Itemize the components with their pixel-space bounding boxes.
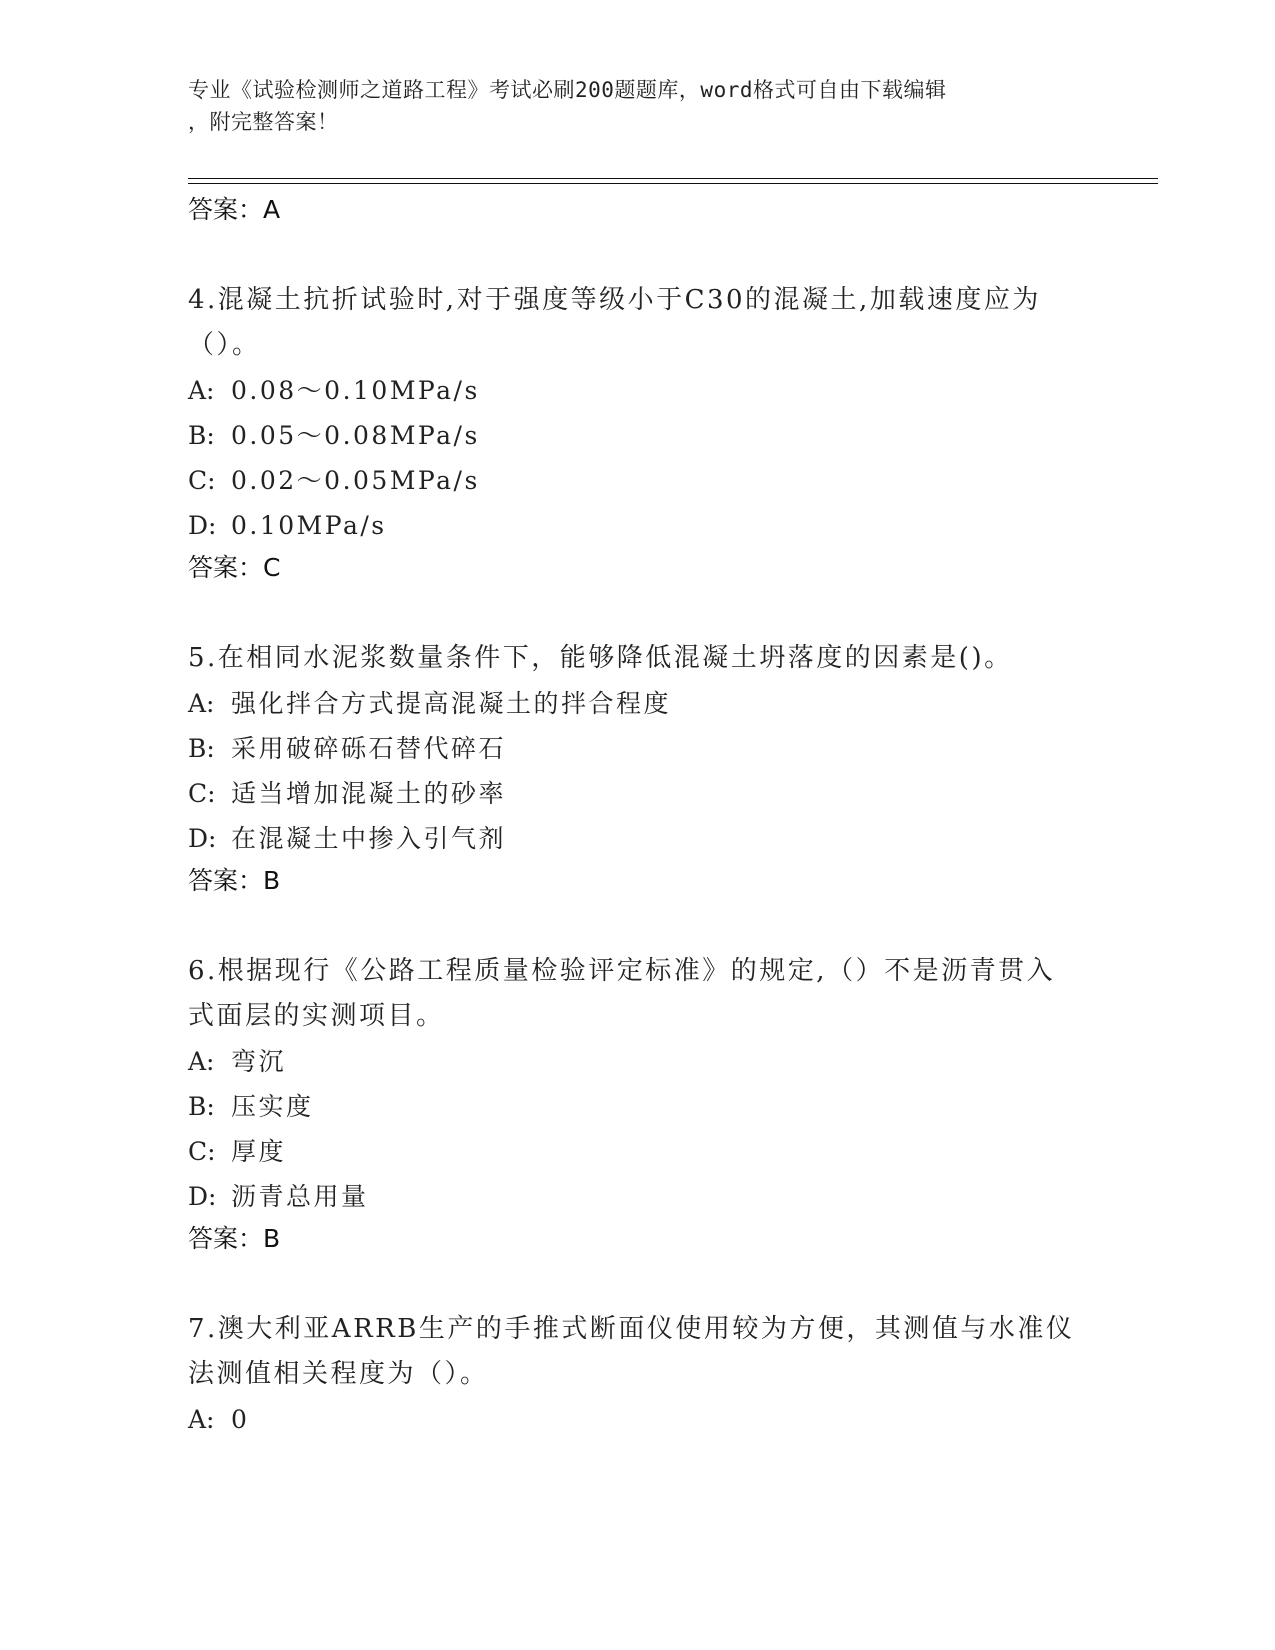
question-stem [188, 636, 1088, 681]
option-key: A: [188, 1405, 215, 1434]
option-key: B: [188, 421, 215, 450]
spacer [188, 1259, 1088, 1307]
option-b [188, 1084, 1088, 1129]
question-stem [188, 278, 1088, 368]
answer-label: 答案：B [188, 866, 281, 895]
option-text: 0.02～0.05MPa/s [231, 466, 480, 495]
option-key: C: [188, 779, 216, 808]
option-text: 采用破碎砾石替代碎石 [231, 734, 507, 763]
question-block [188, 278, 1088, 588]
page-header [188, 74, 1068, 138]
header-line-1: 专业《试验检测师之道路工程》考试必刷200题题库，word格式可自由下载编辑 [188, 78, 947, 102]
option-d [188, 1174, 1088, 1219]
answer-label: 答案：C [188, 553, 281, 582]
option-text: 强化拌合方式提高混凝土的拌合程度 [231, 689, 672, 718]
option-a [188, 1039, 1088, 1084]
question-line: 6.根据现行《公路工程质量检验评定标准》的规定,（）不是沥青贯入 [188, 956, 1056, 986]
option-b [188, 726, 1088, 771]
option-key: C: [188, 466, 216, 495]
spacer [188, 901, 1088, 949]
header-line-2: ，附完整答案！ [188, 110, 339, 134]
option-c [188, 1129, 1088, 1174]
option-text: 0 [231, 1405, 250, 1434]
option-text: 弯沉 [231, 1047, 287, 1076]
option-text: 压实度 [231, 1092, 314, 1121]
option-a [188, 681, 1088, 726]
question-line: 式面层的实测项目。 [188, 1001, 445, 1031]
question-block [188, 1307, 1088, 1442]
option-key: A: [188, 1047, 215, 1076]
option-d [188, 816, 1088, 861]
option-text: 适当增加混凝土的砂率 [231, 779, 507, 808]
option-d [188, 503, 1088, 548]
header-divider-top [188, 178, 1158, 179]
option-key: A: [188, 376, 215, 405]
previous-answer: 答案：A [188, 195, 281, 224]
option-c [188, 771, 1088, 816]
option-text: 沥青总用量 [231, 1182, 369, 1211]
option-a [188, 1397, 1088, 1442]
option-a [188, 368, 1088, 413]
option-key: D: [188, 511, 217, 540]
option-text: 0.10MPa/s [231, 511, 387, 540]
option-b [188, 413, 1088, 458]
header-divider-bottom [188, 183, 1158, 184]
option-c [188, 458, 1088, 503]
question-block [188, 636, 1088, 901]
question-line: 法测值相关程度为（）。 [188, 1359, 489, 1389]
question-line: 7.澳大利亚ARRB生产的手推式断面仪使用较为方便，其测值与水准仪 [188, 1314, 1075, 1344]
option-key: D: [188, 1182, 217, 1211]
option-text: 0.05～0.08MPa/s [231, 421, 480, 450]
question-stem [188, 1307, 1088, 1397]
question-block [188, 949, 1088, 1259]
option-key: D: [188, 824, 217, 853]
option-key: C: [188, 1137, 216, 1166]
question-line: （）。 [188, 330, 261, 360]
question-line: 5.在相同水泥浆数量条件下，能够降低混凝土坍落度的因素是()。 [188, 643, 1013, 673]
question-list [188, 190, 1088, 1442]
option-text: 0.08～0.10MPa/s [231, 376, 480, 405]
option-key: A: [188, 689, 215, 718]
option-text: 在混凝土中掺入引气剂 [231, 824, 507, 853]
option-key: B: [188, 1092, 215, 1121]
question-line: 4.混凝土抗折试验时,对于强度等级小于C30的混凝土,加载速度应为 [188, 285, 1041, 315]
answer-label: 答案：B [188, 1224, 281, 1253]
question-stem [188, 949, 1088, 1039]
option-key: B: [188, 734, 215, 763]
spacer [188, 588, 1088, 636]
spacer [188, 230, 1088, 278]
option-text: 厚度 [231, 1137, 287, 1166]
